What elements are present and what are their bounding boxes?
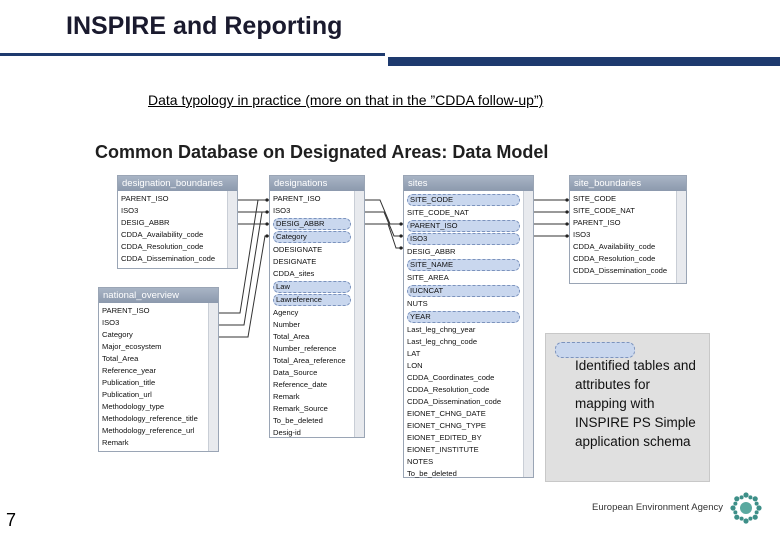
table-field: To_be_deleted — [407, 469, 457, 478]
table-field: Category — [102, 330, 133, 339]
logo-ray — [748, 495, 752, 499]
table-sites — [403, 175, 534, 478]
table-field: EIONET_CHNG_TYPE — [407, 421, 486, 430]
table-header: sites — [404, 176, 533, 191]
table-field: Last_leg_chng_year — [407, 325, 476, 334]
table-national-overview — [98, 287, 219, 452]
table-field: LAT — [407, 349, 421, 358]
logo-ray — [730, 505, 735, 510]
table-field: Publication_url — [102, 390, 152, 399]
table-site-boundaries — [569, 175, 687, 284]
logo-ray — [733, 502, 737, 506]
logo-ray — [756, 505, 761, 510]
logo-ray — [755, 502, 759, 506]
table-field: CDDA_Availability_code — [121, 230, 204, 239]
table-field: PARENT_ISO — [102, 306, 150, 315]
table-header: national_overview — [99, 288, 218, 303]
table-field: CDDA_sites — [273, 269, 315, 278]
logo-ray — [753, 515, 758, 520]
table-field: Methodology_reference_title — [102, 414, 198, 423]
slide-subtitle: Data typology in practice (more on that in the ”CDDA follow-up”) — [148, 92, 544, 108]
table-field: Lawreference — [273, 294, 351, 306]
table-field: Remark — [273, 392, 300, 401]
table-field: ISO3 — [102, 318, 120, 327]
table-field: Category — [273, 231, 351, 243]
table-field: PARENT_ISO — [573, 218, 621, 227]
table-field: Methodology_reference_url — [102, 426, 195, 435]
page-number: 7 — [6, 510, 17, 530]
table-field: Law — [273, 281, 351, 293]
logo-ray — [753, 496, 758, 501]
table-header: site_boundaries — [570, 176, 686, 191]
table-field: DESIG_ABBR — [121, 218, 170, 227]
table-fields — [570, 191, 676, 283]
table-field: ISO3 — [573, 230, 591, 239]
data-model-heading: Common Database on Designated Areas: Data Model — [95, 142, 549, 162]
table-field: Data_Source — [273, 368, 318, 377]
table-field: ISO3 — [121, 206, 139, 215]
logo-ray — [743, 492, 748, 497]
agency-name: European Environment Agency — [592, 502, 723, 513]
table-field: ISO3 — [407, 233, 520, 245]
slide-title: INSPIRE and Reporting — [66, 12, 343, 40]
table-field: To_be_deleted — [273, 416, 323, 425]
table-field: EIONET_INSTITUTE — [407, 445, 479, 454]
table-field: Total_Area — [102, 354, 139, 363]
logo-ray — [733, 510, 737, 514]
table-field: CDDA_Resolution_code — [121, 242, 204, 251]
logo-ray — [755, 510, 759, 514]
logo-ray — [748, 517, 752, 521]
logo-ray — [740, 517, 744, 521]
table-field: Reference_date — [273, 380, 328, 389]
table-scrollbar[interactable] — [523, 191, 533, 477]
table-field: Total_Area — [273, 332, 310, 341]
table-field: Publication_title — [102, 378, 156, 387]
table-field: PARENT_ISO — [407, 220, 520, 232]
table-field: PARENT_ISO — [121, 194, 169, 203]
table-field: SITE_CODE — [407, 194, 520, 206]
table-field: Desig-id — [273, 428, 301, 437]
eea-sun-logo-icon — [728, 490, 764, 526]
table-field: SITE_NAME — [407, 259, 520, 271]
legend-text: Identified tables and attributes for mapping with INSPIRE PS Simple application schema — [575, 358, 696, 449]
table-fields — [99, 303, 208, 451]
table-field: SITE_CODE_NAT — [573, 206, 635, 215]
table-field: LON — [407, 361, 423, 370]
table-field: DESIG_ABBR — [407, 247, 456, 256]
legend-box — [545, 333, 710, 482]
table-designation-boundaries — [117, 175, 238, 269]
table-field: Number_reference — [273, 344, 337, 353]
table-field: CDDA_Resolution_code — [407, 385, 490, 394]
table-scrollbar[interactable] — [354, 191, 364, 437]
table-field: Agency — [273, 308, 299, 317]
table-field: CDDA_Availability_code — [573, 242, 656, 251]
table-field: Number — [273, 320, 301, 329]
table-field: CDDA_Dissemination_code — [121, 254, 216, 263]
table-scrollbar[interactable] — [676, 191, 686, 283]
table-field: PARENT_ISO — [273, 194, 321, 203]
table-field: CDDA_Resolution_code — [573, 254, 656, 263]
logo-ray — [740, 495, 744, 499]
table-field: Reference_year — [102, 366, 157, 375]
table-field: CDDA_Coordinates_code — [407, 373, 495, 382]
table-header: designation_boundaries — [118, 176, 237, 191]
table-field: EIONET_CHNG_DATE — [407, 409, 486, 418]
table-field: CDDA_Dissemination_code — [573, 266, 668, 275]
table-field: ODESIGNATE — [273, 245, 323, 254]
table-scrollbar[interactable] — [208, 303, 218, 451]
logo-ray — [743, 518, 748, 523]
table-fields — [118, 191, 227, 268]
table-field: Major_ecosystem — [102, 342, 162, 351]
table-field: DESIG_ABBR — [273, 218, 351, 230]
table-field: Last_leg_chng_code — [407, 337, 478, 346]
table-field: Total_Area_reference — [273, 356, 346, 365]
table-field: SITE_AREA — [407, 273, 449, 282]
logo-ray — [734, 496, 739, 501]
table-field: YEAR — [407, 311, 520, 323]
table-header: designations — [270, 176, 364, 191]
table-designations — [269, 175, 365, 438]
table-field: DESIGNATE — [273, 257, 317, 266]
table-fields — [404, 191, 523, 477]
table-field: ISO3 — [273, 206, 291, 215]
table-field: Remark_Source — [273, 404, 328, 413]
table-field: CDDA_Dissemination_code — [407, 397, 502, 406]
table-scrollbar[interactable] — [227, 191, 237, 268]
table-field: SITE_CODE_NAT — [407, 208, 469, 217]
table-field: NUTS — [407, 299, 428, 308]
table-field: EIONET_EDITED_BY — [407, 433, 482, 442]
table-field: NOTES — [407, 457, 434, 466]
table-field: Methodology_type — [102, 402, 165, 411]
logo-ray — [734, 515, 739, 520]
table-field: Remark — [102, 438, 129, 447]
table-fields — [270, 191, 354, 437]
table-field: IUCNCAT — [407, 285, 520, 297]
table-field: SITE_CODE — [573, 194, 617, 203]
